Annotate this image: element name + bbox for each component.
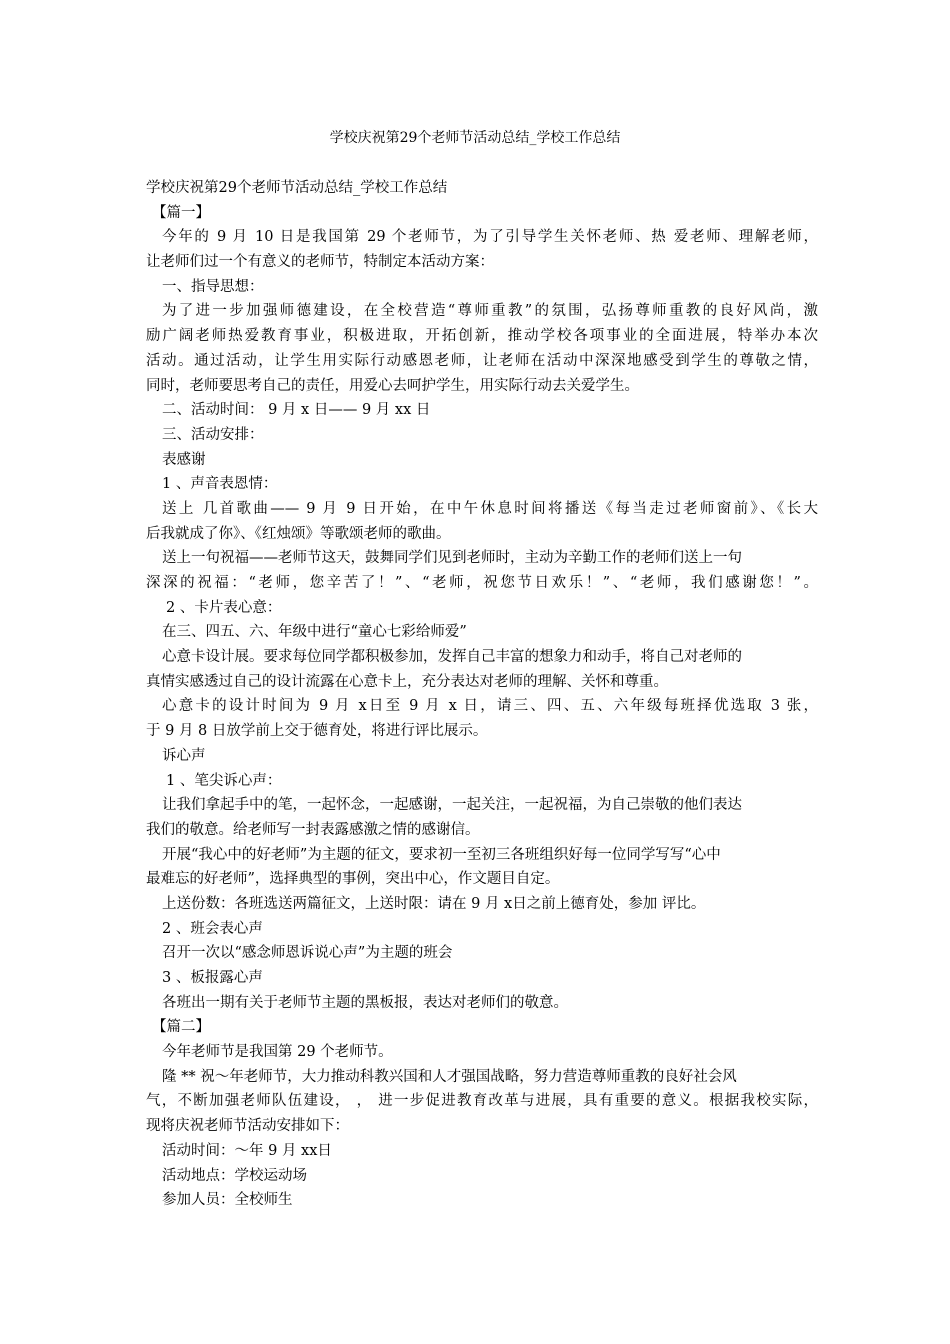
body-line: 2 、班会表心声: [162, 920, 263, 937]
body-line: 最难忘的好老师”，选择典型的事例，突出中心，作文题目自定。: [146, 871, 560, 888]
page-title: 学校庆祝第29个老师节活动总结_学校工作总结: [329, 130, 621, 146]
body-line: 活动。通过活动，让学生用实际行动感恩老师，让老师在活动中深深地感受到学生的尊敬之情，: [146, 352, 818, 369]
body-line: 诉心声: [162, 747, 206, 764]
body-line: 心意卡的设计时间为 9 月 x日至 9 月 x 日，请三、四、五、六年级每班择优选取 3 张，: [162, 698, 818, 715]
body-line: 二、活动时间： 9 月 x 日—— 9 月 xx 日: [162, 402, 431, 419]
body-line: 学校庆祝第29个老师节活动总结_学校工作总结: [146, 180, 448, 196]
body-line: 【篇二】: [152, 1019, 210, 1036]
body-line: 隆 ** 祝～年老师节，大力推动科教兴国和人才强国战略，努力营造尊师重教的良好社会风: [162, 1068, 737, 1085]
body-line: 真情实感透过自己的设计流露在心意卡上，充分表达对老师的理解、关怀和尊重。: [146, 673, 668, 690]
body-line: 励广阔老师热爱教育事业，积极进取，开拓创新，推动学校各项事业的全面进展，特举办本次: [146, 328, 818, 345]
body-line: 同时，老师要思考自己的责任，用爱心去呵护学生，用实际行动去关爱学生。: [146, 377, 639, 394]
body-line: 今年老师节是我国第 29 个老师节。: [162, 1044, 393, 1061]
body-line: 开展“我心中的好老师”为主题的征文，要求初一至初三各班组织好每一位同学写写“心中: [162, 846, 721, 863]
body-line: 心意卡设计展。要求每位同学都积极参加，发挥自己丰富的想象力和动手，将自己对老师的: [162, 649, 742, 666]
body-line: 深深的祝福：“老师，您辛苦了！”、“老师，祝您节日欢乐！”、“老师，我们感谢您！”。: [146, 575, 818, 591]
body-line: 后我就成了你》、《红烛颂》等歌颂老师的歌曲。: [146, 525, 451, 542]
body-line: 3 、板报露心声: [162, 970, 263, 986]
body-line: 1 、声音表恩情：: [162, 476, 278, 493]
body-line: 召开一次以“感念师恩诉说心声”为主题的班会: [162, 945, 453, 962]
body-line: 【篇一】: [152, 204, 210, 221]
body-line: 三、活动安排：: [162, 426, 264, 443]
body-line: 为了进一步加强师德建设，在全校营造“尊师重教”的氛围，弘扬尊师重教的良好风尚，激: [162, 303, 818, 320]
body-line: 在三、四五、六、年级中进行“童心七彩给师爱”: [162, 624, 467, 641]
body-line: 送上 几首歌曲—— 9 月 9 日开始，在中午休息时间将播送《每当走过老师窗前》、《长大: [162, 500, 818, 517]
body-line: 活动时间：～年 9 月 xx日: [162, 1142, 332, 1159]
body-line: 让老师们过一个有意义的老师节，特制定本活动方案：: [146, 254, 494, 271]
body-line: 送上一句祝福——老师节这天，鼓舞同学们见到老师时，主动为辛勤工作的老师们送上一句: [162, 550, 742, 567]
body-line: 上送份数：各班选送两篇征文，上送时限：请在 9 月 x日之前上德育处，参加 评比。: [162, 895, 706, 912]
body-line: 现将庆祝老师节活动安排如下：: [146, 1118, 349, 1135]
body-line: 于 9 月 8 日放学前上交于德育处，将进行评比展示。: [146, 723, 488, 740]
body-line: 今年的 9 月 10 日是我国第 29 个老师节，为了引导学生关怀老师、热 爱老师、理解老师，: [162, 229, 818, 246]
body-line: 一、指导思想：: [162, 278, 264, 295]
body-line: 2 、卡片表心意：: [166, 599, 282, 616]
body-line: 参加人员：全校师生: [162, 1192, 293, 1209]
document-body: [146, 176, 818, 1213]
body-line: 活动地点：学校运动场: [162, 1167, 307, 1184]
body-line: 各班出一期有关于老师节主题的黑板报，表达对老师们的敬意。: [162, 994, 568, 1011]
body-line: 表感谢: [162, 451, 206, 468]
body-line: 气，不断加强老师队伍建设， ， 进一步促进教育改革与进展，具有重要的意义。根据我校实际，: [146, 1093, 818, 1110]
body-line: 1 、笔尖诉心声：: [166, 772, 282, 789]
body-line: 我们的敬意。给老师写一封表露感激之情的感谢信。: [146, 821, 480, 838]
body-line: 让我们拿起手中的笔，一起怀念，一起感谢，一起关注，一起祝福，为自己崇敬的他们表达: [162, 797, 742, 814]
